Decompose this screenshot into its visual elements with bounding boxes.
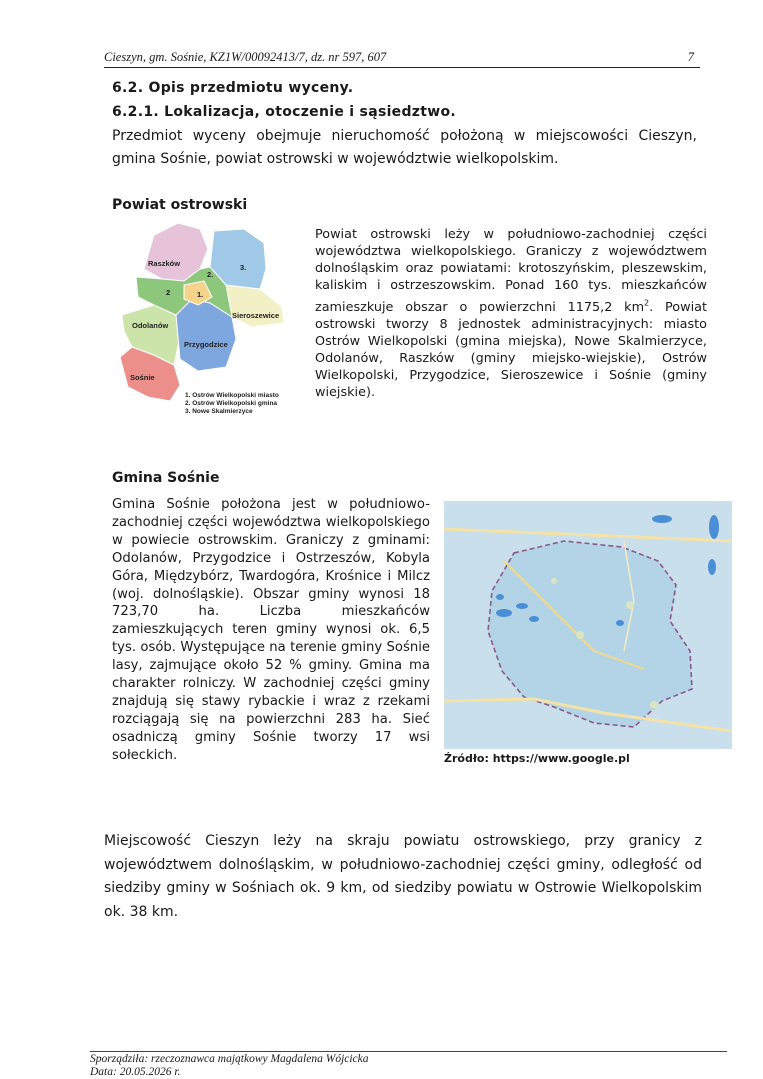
footer-date: Data: 20.05.2026 r. [90,1066,181,1078]
legend-item: 3. Nowe Skalmierzyce [185,408,253,415]
subsection-heading: 6.2.1. Lokalizacja, otoczenie i sąsiedztwo. [112,104,456,120]
map-source: Źródło: https://www.google.pl [444,752,630,765]
gmina-title: Gmina Sośnie [112,470,220,486]
map-label-1: 1. [197,290,204,299]
gmina-map [444,501,732,749]
powiat-map [114,219,294,424]
map-label-przygodzice: Przygodzice [184,340,228,349]
powiat-description: Powiat ostrowski leży w południowo-zachodniej części województwa wielkopolskiego. Graniczy z województwem dolnośląskim oraz powiatami: krotoszyńskim, pleszewskim, kaliskim i ostrzeszowskim. Ponad 160 tys. mieszkańców zamieszkuje obszar o powierzchni 1175,2 $km^2$. Powiat ostrowski tworzy 8 jednostek administracyjnych: miasto Ostrów Wielkopolski (gmina miejska), Nowe Skalmierzyce, Odolanów, Raszków (gminy miejsko-wiejskie), Ostrów Wielkopolski, Przygodzice, Sieroszewice i Sośnie (gminy wiejskie). [315,227,707,401]
legend-item: 1. Ostrów Wielkopolski miasto [185,392,279,399]
powiat-title: Powiat ostrowski [112,197,248,213]
region-sieroszewice [226,285,284,327]
footer-author: Sporządziła: rzeczoznawca majątkowy Magdalena Wójcicka [90,1053,369,1065]
gmina-description: Gmina Sośnie położona jest w południowo-zachodniej części województwa wielkopolskiego w powiecie ostrowskim. Graniczy z gminami: Odolanów, Przygodzice i Ostrzeszów, Kobyla Góra, Międzybórz, Twardogóra, Krośnice i Milcz (woj. dolnośląskie). Obszar gminy wynosi 18 723,70 ha. Liczba mieszkańców zamieszkujących teren gminy wynosi ok. 6,5 tys. osób. Występujące na terenie gminy Sośnie lasy, zajmujące około 52 % gminy. Gmina ma charakter rolniczy. W zachodniej części gminy znajdują się stawy rybackie i wraz z rzekami rozciągają się na powierzchni 283 ha. Sieć osadniczą gminy Sośnie tworzy 17 wsi sołeckich. [112,497,430,763]
map-label-sosnie: Sośnie [130,373,155,382]
map-label-2a: 2. [207,270,214,279]
case-reference: Cieszyn, gm. Sośnie, KZ1W/00092413/7, dz. nr 597, 607 [104,50,387,64]
map-label-3: 3. [240,263,247,272]
map-label-odolanow: Odolanów [132,321,169,330]
page-header [104,50,700,68]
map-label-raszkow: Raszków [148,259,181,268]
page-number: 7 [687,50,694,64]
map-label-sieroszewice: Sieroszewice [232,311,280,320]
intro-paragraph: Przedmiot wyceny obejmuje nieruchomość położoną w miejscowości Cieszyn, gmina Sośnie, powiat ostrowski w województwie wielkopolskim. [112,128,697,167]
legend-item: 2. Ostrów Wielkopolski gmina [185,400,278,407]
section-heading: 6.2. Opis przedmiotu wyceny. [112,80,354,96]
closing-paragraph: Miejscowość Cieszyn leży na skraju powiatu ostrowskiego, przy granicy z województwem dolnośląskim, w południowo-zachodniej części gminy, odległość od siedziby gminy w Sośniach ok. 9 km, od siedziby powiatu w Ostrowie Wielkopolskim ok. 38 km. [104,833,702,920]
page-footer [90,1051,727,1079]
map-label-2b: 2 [166,288,171,297]
map-legend [185,392,279,416]
